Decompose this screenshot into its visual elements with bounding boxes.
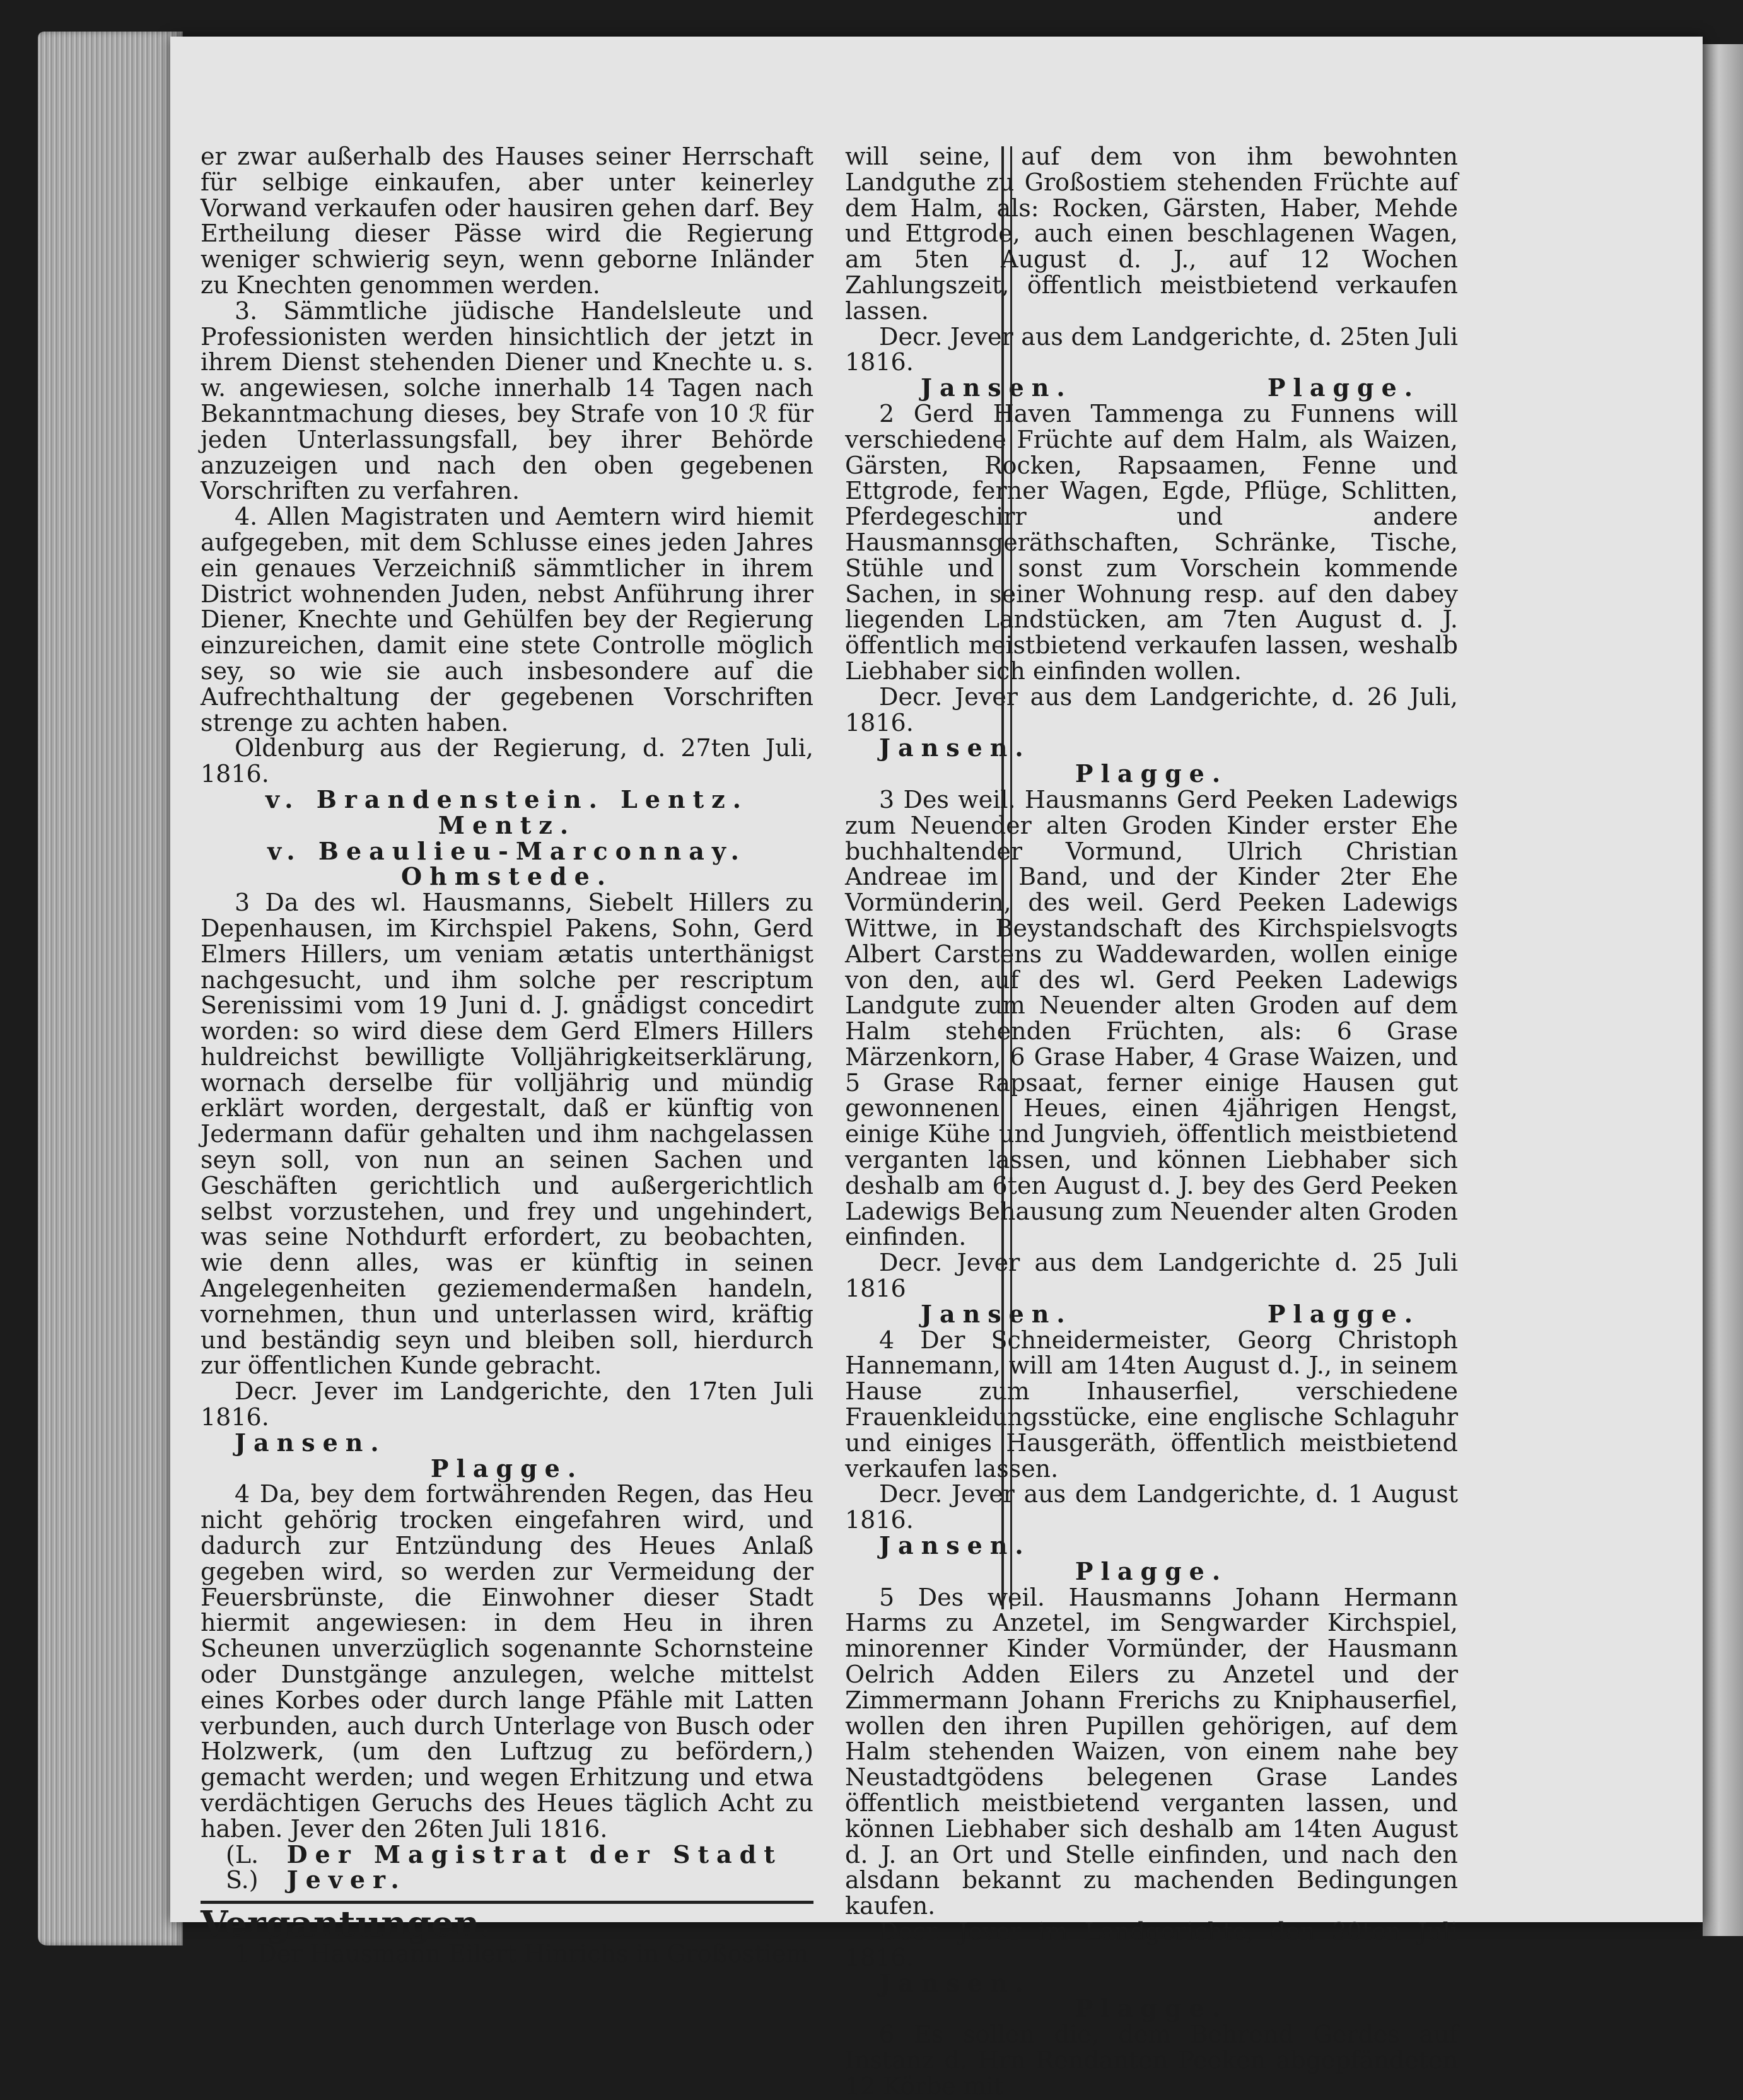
signature-plagge-3: Plagge. [1075,759,1228,788]
oldenburg-dateline: Oldenburg aus der Regierung, d. 27ten Juli, 1816. [201,734,813,788]
facing-page-edge [1703,44,1743,1936]
paragraph-4: 4. Allen Magistraten und Aemtern wird hiemit aufgegeben, mit dem Schlusse eines jeden Jahres ein genaues Verzeichniß sämmtlicher in ihrem District wohnenden Juden, nebst Anführung ihrer Diener, Knechte und Gehülfen bey der Regierung einzureichen, damit eine stete Controlle möglich sey, so wie sie auch insbesondere auf die Aufrechthaltung der gegebenen Vorschriften strenge zu achten haben. [201,503,813,737]
signature-jansen-2: Jansen. [921,373,1073,402]
signature-jansen-3: Jansen. [879,733,1031,762]
section-heading-vergantungen: Vergantungen. [201,1903,492,1945]
signatures-line-1: v. Brandenstein. Lentz. Mentz. [265,785,749,839]
signature-jansen-1: Jansen. [235,1428,387,1457]
decree-line-4: Decr. Jever aus dem Landgerichte d. 25 Juli 1816 [845,1249,1458,1303]
signature-plagge-6: Plagge. [1075,1994,1228,2023]
decree-line-2: Decr. Jever aus dem Landgerichte, d. 25ten Juli 1816. [845,322,1458,376]
decree-line-3: Decr. Jever aus dem Landgerichte, d. 26 Juli, 1816. [845,682,1458,737]
paragraph-ohmstede: 3 Da des wl. Hausmanns, Siebelt Hillers zu Depenhausen, im Kirchspiel Pakens, Sohn, Gerd Elmers Hillers, um veniam ætatis unterthänigst nachgesucht, und ihm solche per rescriptum Serenissimi vom 19 Juni d. J. gnädigst concedirt worden: so wird diese dem Gerd Elmers Hillers huldreichst bewilligte Volljährigkeitserklärung, wornach derselbe für volljährig und mündig erklärt worden, dergestalt, daß er künftig von Jedermann dafür gehalten und ihm nachgelassen seyn soll, von nun an seinen Sachen und Geschäften gerichtlich und außergerichtlich selbst vorzustehen, und frey und ungehindert, was seine Nothdurft erfordert, zu beobachten, wie denn alles, was er künftig in seinen Angelegenheiten geziemendermaßen handeln, vornehmen, thun und unterlassen wird, kräftig und beständig seyn und bleiben soll, hierdurch zur öffentlichen Kunde gebracht. [201,889,813,1380]
right-column [845,144,1458,2099]
decree-line-5: Decr. Jever aus dem Landgerichte, d. 1 August 1816. [845,1480,1458,1534]
signature-plagge-4: Plagge. [1267,1299,1420,1328]
magistrat-signature-row [201,1842,813,1894]
signatures-line-2: v. Beaulieu-Marconnay. [267,836,747,865]
ohmstede-heading: Ohmstede. [400,862,614,891]
signature-jansen-6: Jansen. [879,1968,1031,1997]
decree-line-6: Decr. Jever im Landgerichte, den 30ten Juli 1816. [845,1917,1458,1971]
paragraph-heu: 4 Da, bey dem fortwährenden Regen, das Heu nicht gehörig trocken eingefahren wird, und dadurch zur Entzündung des Heues Anlaß gegeben wird, so werden zur Vermeidung der Feuersbrünste, die Einwohner dieser Stadt hiermit angewiesen: in dem Heu in ihren Scheunen unverzüglich sogenannte Schornsteine oder Dunstgänge anzulegen, welche mittelst eines Korbes oder durch lange Pfähle mit Latten verbunden, auch durch Unterlage von Busch oder Holzwerk, (um den Luftzug zu befördern,) gemacht werden; und wegen Erhitzung und etwa verdächtigen Geruchs des Heues täglich Acht zu haben. Jever den 26ten Juli 1816. [201,1480,813,1843]
book-page-edges [38,32,183,1945]
signature-plagge-2: Plagge. [1267,373,1420,402]
seal-mark: (L. S.) [226,1840,259,1894]
signature-plagge-1: Plagge. [430,1454,584,1483]
paragraph-vergantung-6: 6 Es sollen die, dem Behrend Gerdes auf Instanz d. Hrn Rendanten Peeken abgepfändeten 12 Körbe mit [845,2021,1458,2100]
paragraph-intro: er zwar außerhalb des Hauses seiner Herrschaft für selbige einkaufen, aber unter keinerley Vorwand verkaufen oder hausiren gehen darf. Bey Ertheilung dieser Pässe wird die Regierung weniger schwierig seyn, wenn geborne Inländer zu Knechten genommen werden. [201,143,813,299]
paragraph-vergantung-4: 4 Der Schneidermeister, Georg Christoph Hannemann, will am 14ten August d. J., in seinem Hause zum Inhauserfiel, verschiedene Frauenkleidungsstücke, eine englische Schlaguhr und einiges Hausgeräth, öffentlich meistbietend verkaufen lassen. [845,1326,1458,1483]
signature-plagge-5: Plagge. [1075,1556,1228,1585]
paragraph-vergantung-1: 1 Der Hausmann Eilert Hinrichs in Großostiem [235,1939,809,1968]
signature-row-2 [845,375,1458,401]
paragraph-vergantung-5: 5 Des weil. Hausmanns Johann Hermann Harms zu Anzetel, im Sengwarder Kirchspiel, minorenner Kinder Vormünder, der Hausmann Oelrich Adden Eilers zu Anzetel und der Zimmermann Johann Frerichs zu Kniphauserfiel, wollen den ihren Pupillen gehörigen, auf dem Halm stehenden Waizen, von einem nahe bey Neustadtgödens belegenen Grase Landes öffentlich meistbietend verganten lassen, und können Liebhaber sich deshalb am 14ten August d. J. an Ort und Stelle einfinden, und nach den alsdann bekannt zu machenden Bedingungen kaufen. [845,1583,1458,1920]
signature-jansen-5: Jansen. [879,1531,1031,1560]
signature-jansen-4: Jansen. [921,1299,1073,1328]
paragraph-vergantung-2: 2 Gerd Haven Tammenga zu Funnens will verschiedene Früchte auf dem Halm, als Waizen, Gärsten, Rocken, Rapsaamen, Fenne und Ettgrode, ferner Wagen, Egde, Pflüge, Schlitten, Pferdegeschirr und andere Hausmannsgeräthschaften, Schränke, Tische, Stühle und sonst zum Vorschein kommende Sachen, in seiner Wohnung resp. auf den dabey liegenden Landstücken, am 7ten August d. J. öffentlich meistbietend verkaufen lassen, weshalb Liebhaber sich einfinden wollen. [845,399,1458,685]
paragraph-vergantung-3: 3 Des weil. Hausmanns Gerd Peeken Ladewigs zum Neuender alten Groden Kinder erster Ehe buchhaltender Vormund, Ulrich Christian Andreae im Band, und der Kinder 2ter Ehe Vormünderin, des weil. Gerd Peeken Ladewigs Wittwe, in Beystandschaft des Kirchspielsvogts Albert Carstens zu Waddewarden, wollen einige von den, auf des wl. Gerd Peeken Ladewigs Landgute zum Neuender alten Groden auf dem Halm stehenden Früchten, als: 6 Grase Märzenkorn, 6 Grase Haber, 4 Grase Waizen, und 5 Grase Rapsaat, ferner einige Hausen gut gewonnenen Heues, einen 4jährigen Hengst, einige Kühe und Jungvieh, öffentlich meistbietend verganten lassen, und können Liebhaber sich deshalb am 6ten August d. J. bey des Gerd Peeken Ladewigs Behausung zum Neuender alten Groden einfinden. [845,785,1458,1251]
left-column [201,144,813,1967]
signature-row-4 [845,1299,1458,1328]
paragraph-3: 3. Sämmtliche jüdische Handelsleute und Professionisten werden hinsichtlich der jetzt in ihrem Dienst stehenden Diener und Knechte u. s. w. angewiesen, solche innerhalb 14 Tagen nach Bekanntmachung dieses, bey Strafe von 10 ℛ für jeden Unterlassungsfall, bey ihrer Behörde anzuzeigen und nach den oben gegebenen Vorschriften zu verfahren. [201,296,813,505]
paragraph-continuation: will seine, auf dem von ihm bewohnten Landguthe zu Großostiem stehenden Früchte auf dem Halm, als: Rocken, Gärsten, Haber, Mehde und Ettgrode, auch einen beschlagenen Wagen, am 5ten August d. J., auf 12 Wochen Zahlungszeit, öffentlich meistbietend verkaufen lassen. [845,143,1458,325]
magistrat-signature: Der Magistrat der Stadt Jever. [286,1840,783,1894]
decree-line-1: Decr. Jever im Landgerichte, den 17ten Juli 1816. [201,1377,813,1432]
